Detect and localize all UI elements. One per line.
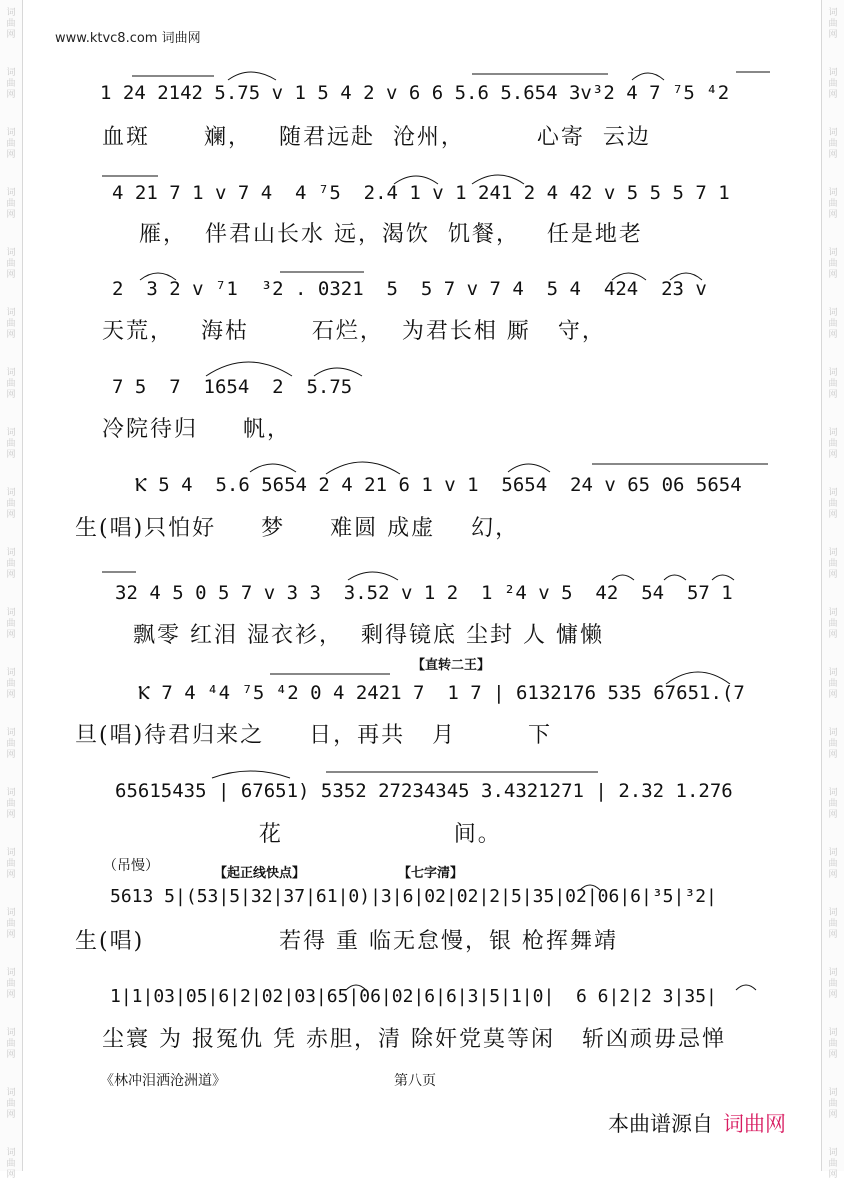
watermark-text: 词 曲 网 xyxy=(6,668,16,700)
lyric-line-3: 天荒， 海枯 石烂， 为君长相 厮 守， xyxy=(102,319,606,344)
watermark-text: 词 曲 网 xyxy=(6,608,16,640)
notation-line-4: 7 5 7 1654 2 5.75 xyxy=(112,376,353,398)
watermark-text: 词 曲 网 xyxy=(828,1028,838,1060)
watermark-text: 词 曲 网 xyxy=(828,848,838,880)
watermark-text: 词 曲 网 xyxy=(6,428,16,460)
watermark-text: 词 曲 网 xyxy=(6,1148,16,1180)
watermark-text: 词 曲 网 xyxy=(828,308,838,340)
watermark-text: 词 曲 网 xyxy=(6,368,16,400)
watermark-text: 词 曲 网 xyxy=(6,308,16,340)
site-url[interactable]: www.ktvc8.com 词曲网 xyxy=(55,31,201,46)
lyric-line-7: 旦(唱)待君归来之 日，再共 月 下 xyxy=(75,723,553,748)
watermark-text: 词 曲 网 xyxy=(828,968,838,1000)
lyric-line-6: 飘零 红泪 湿衣衫， 剩得镜底 尘封 人 慵懒 xyxy=(115,623,604,648)
lyric-line-5: 生(唱)只怕好 梦 难圆 成虚 幻， xyxy=(75,516,520,541)
score-title-footer: 《林冲泪洒沧洲道》 xyxy=(100,1073,226,1089)
watermark-text: 词 曲 网 xyxy=(6,248,16,280)
lyric-line-2: 雁， 伴君山长水 远，渴饮 饥餐， 任是地老 xyxy=(112,222,643,247)
notation-line-5: Ⲕ 5 4 5.6 5654 2 4 21 6 1 v 1 5654 24 v 65 06 5654 xyxy=(112,474,742,496)
watermark-text: 词 曲 网 xyxy=(6,68,16,100)
watermark-text: 词 曲 网 xyxy=(828,548,838,580)
watermark-text: 词 曲 网 xyxy=(6,1028,16,1060)
source-brand-link[interactable]: 词曲网 xyxy=(723,1112,786,1136)
notation-line-8: 65615435 | 67651) 5352 27234345 3.4321271 | 2.32 1.276 xyxy=(115,780,733,802)
watermark-text: 词 曲 网 xyxy=(828,488,838,520)
watermark-text: 词 曲 网 xyxy=(828,788,838,820)
watermark-text: 词 曲 网 xyxy=(828,1088,838,1120)
lyric-line-10: 尘寰 为 报冤仇 凭 赤胆，清 除奸党莫等闲 斩凶顽毋忌惮 xyxy=(102,1027,726,1052)
source-text: 本曲谱源自 xyxy=(608,1112,713,1136)
annotation-zhizhuan: 【直转二王】 xyxy=(412,658,491,673)
watermark-text: 词 曲 网 xyxy=(828,728,838,760)
watermark-text: 词 曲 网 xyxy=(6,728,16,760)
watermark-text: 词 曲 网 xyxy=(6,908,16,940)
watermark-text: 词 曲 网 xyxy=(828,428,838,460)
notation-line-10: 1|1|03|05|6|2|02|03|65|06|02|6|6|3|5|1|0| 6 6|2|2 3|35| xyxy=(110,986,717,1007)
watermark-text: 词 曲 网 xyxy=(828,1148,838,1180)
watermark-text: 词 曲 网 xyxy=(6,848,16,880)
notation-line-3: 2 3 2 v ⁷1 ³2 . 0321 5 5 7 v 7 4 5 4 424 23 v xyxy=(112,278,707,300)
watermark-text: 词 曲 网 xyxy=(828,8,838,40)
watermark-text: 词 曲 网 xyxy=(6,188,16,220)
watermark-text: 词 曲 网 xyxy=(828,248,838,280)
annotation-qizheng: 【起正线快点】 xyxy=(214,866,306,881)
watermark-text: 词 曲 网 xyxy=(828,368,838,400)
source-credit xyxy=(608,1108,786,1138)
annotation-diaoman: （吊慢） xyxy=(103,858,159,874)
notation-line-7: Ⲕ 7 4 ⁴4 ⁷5 ⁴2 0 4 2421 7 1 7 | 6132176 535 67651.(7 xyxy=(138,682,745,704)
page-number: 第八页 xyxy=(394,1073,436,1089)
watermark-text: 词 曲 网 xyxy=(6,968,16,1000)
watermark-text: 词 曲 网 xyxy=(828,668,838,700)
watermark-text: 词 曲 网 xyxy=(828,128,838,160)
watermark-text: 词 曲 网 xyxy=(6,548,16,580)
lyric-line-9: 生(唱) 若得 重 临无怠慢，银 枪挥舞靖 xyxy=(75,929,619,954)
watermark-text: 词 曲 网 xyxy=(828,188,838,220)
notation-line-6: 32 4 5 0 5 7 v 3 3 3.52 v 1 2 1 ²4 v 5 42 54 57 1 xyxy=(115,582,733,604)
lyric-line-1: 血斑 斓， 随君远赴 沧州， 心寄 云边 xyxy=(102,125,651,150)
watermark-text: 词 曲 网 xyxy=(828,608,838,640)
lyric-line-4: 冷院待归 帆， xyxy=(102,417,291,442)
watermark-text: 词 曲 网 xyxy=(828,908,838,940)
right-watermark-strip xyxy=(821,0,844,1180)
watermark-text: 词 曲 网 xyxy=(6,788,16,820)
notation-line-9: 5613 5|(53|5|32|37|61|0)|3|6|02|02|2|5|35|02|06|6|³5|³2| xyxy=(110,886,717,907)
watermark-text: 词 曲 网 xyxy=(6,128,16,160)
annotation-qizi: 【七字清】 xyxy=(398,866,464,881)
watermark-text: 词 曲 网 xyxy=(6,1088,16,1120)
notation-line-1: 1 24 2142 5.75 v 1 5 4 2 v 6 6 5.6 5.654 3v³2 4 7 ⁷5 ⁴2 xyxy=(100,82,730,104)
watermark-text: 词 曲 网 xyxy=(6,8,16,40)
watermark-text: 词 曲 网 xyxy=(6,488,16,520)
lyric-line-8: 花 间。 xyxy=(115,822,502,847)
notation-line-2: 4 21 7 1 v 7 4 4 ⁷5 2.4 1 v 1 241 2 4 42 v 5 5 5 7 1 xyxy=(112,182,730,204)
watermark-text: 词 曲 网 xyxy=(828,68,838,100)
left-watermark-strip xyxy=(0,0,23,1180)
